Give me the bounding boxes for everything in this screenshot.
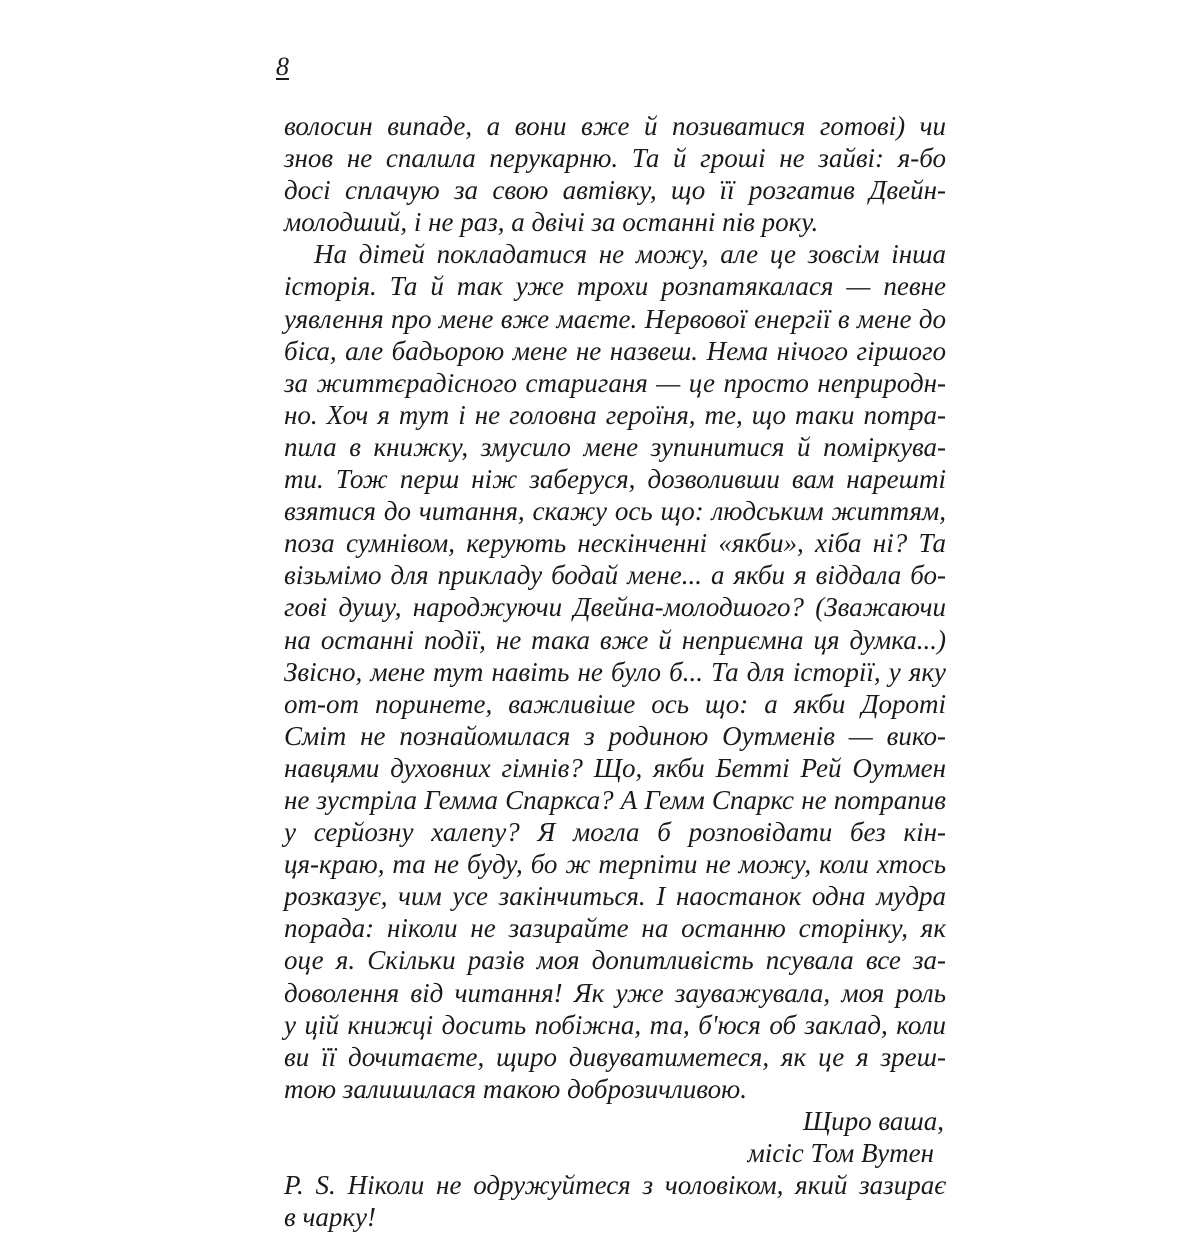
text-line: не зустріла Гемма Спаркса? А Гемм Спаркс не потрапив — [284, 784, 946, 815]
text-line: у цій книжці досить побіжна, та, б'юся об заклад, коли — [284, 1009, 946, 1040]
text-line: оце я. Скільки разів моя допитливість псувала все за- — [284, 945, 946, 976]
text-line: біса, але бадьорою мене не назвеш. Нема нічого гіршого — [284, 335, 946, 366]
text-line: доволення від читання! Як уже зауважувала, моя роль — [284, 977, 946, 1008]
text-line: но. Хоч я тут і не головна героїня, те, що таки потра- — [284, 399, 946, 430]
page-number: 8 — [276, 52, 289, 81]
text-line: молодший, і не раз, а двічі за останні пів року. — [284, 207, 819, 238]
postscript-line: в чарку! — [284, 1202, 376, 1233]
text-line: за життєрадісного стариганя — це просто неприродн- — [284, 367, 946, 398]
text-line: порада: ніколи не зазирайте на останню сторінку, як — [284, 913, 946, 944]
text-line: волосин випаде, а вони вже й позиватися готові) чи — [284, 111, 946, 141]
text-line: ви її дочитаєте, щиро дивуватиметеся, як це я зреш- — [284, 1041, 946, 1072]
text-line: взятися до читання, скажу ось що: людським життям, — [284, 496, 946, 527]
body-text — [284, 110, 946, 1233]
text-line: На дітей покладатися не можу, але це зовсім інша — [314, 239, 946, 270]
text-line: у серйозну халепу? Я могла б розповідати без кін- — [284, 817, 946, 848]
text-line: знов не спалила перукарню. Та й гроші не зайві: я-бо — [284, 143, 946, 174]
signature: місіс Том Вутен — [747, 1138, 934, 1168]
text-line: досі сплачую за свою автівку, що її розгатив Двейн- — [284, 175, 946, 206]
text-line: на останні події, не така вже й неприємна ця думка...) — [284, 624, 946, 655]
postscript-line: P. S. Ніколи не одружуйтеся з чоловіком, який зазирає — [284, 1170, 946, 1201]
closing-line: Щиро ваша, — [802, 1105, 944, 1136]
text-line: ця-краю, та не буду, бо ж терпіти не можу, коли хтось — [284, 849, 946, 880]
text-line: історія. Та й так уже трохи розпатякалася — певне — [284, 271, 946, 302]
text-line: от-от поринете, важливіше ось що: а якби Дороті — [284, 688, 946, 719]
text-line: Сміт не познайомилася з родиною Оутменів — вико- — [284, 720, 946, 751]
text-line: тою залишилася такою доброзичливою. — [284, 1073, 747, 1104]
text-line: розказує, чим усе закінчиться. І наостанок одна мудра — [284, 881, 946, 912]
text-line: поза сумнівом, керують нескінченні «якби», хіба ні? Та — [284, 528, 946, 559]
text-line: Звісно, мене тут навіть не було б... Та для історії, у яку — [284, 656, 946, 687]
text-line: ти. Тож перш ніж заберуся, дозволивши вам нарешті — [284, 464, 946, 495]
text-line: уявлення про мене вже маєте. Нервової енергії в мене до — [284, 303, 946, 334]
text-line: навцями духовних гімнів? Що, якби Бетті Рей Оутмен — [284, 752, 946, 783]
text-line: візьмімо для прикладу бодай мене... а якби я віддала бо- — [284, 560, 946, 591]
text-line: пила в книжку, змусило мене зупинитися й поміркува- — [284, 431, 946, 462]
text-line: гові душу, народжуючи Двейна-молодшого? (Зважаючи — [284, 592, 946, 623]
